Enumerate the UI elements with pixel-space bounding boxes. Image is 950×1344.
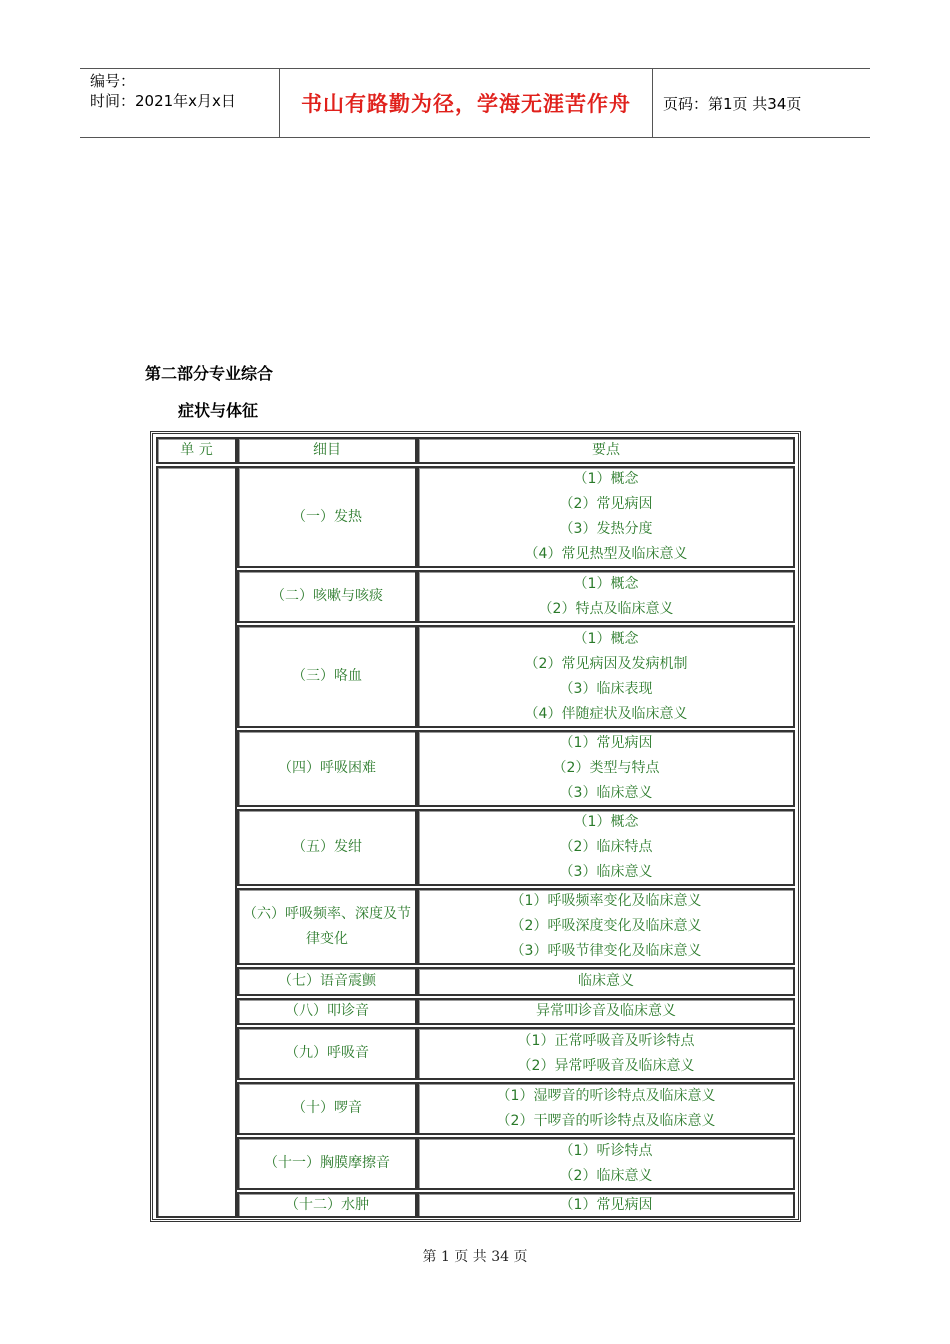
header-page-info: 页码：第1页 共34页 [663, 94, 802, 113]
table-row-item [237, 730, 417, 807]
header-item: 细目 [237, 437, 417, 464]
table-row-points [417, 1192, 795, 1218]
table-row-points [417, 1082, 795, 1135]
item-label: （五）发绀 [292, 839, 362, 855]
table-row-item [237, 888, 417, 965]
syllabus-table [150, 431, 801, 1222]
point-text: （2）常见病因及发病机制 [524, 655, 688, 672]
point-text: （2）特点及临床意义 [538, 600, 674, 617]
item-label: （十一）胸膜摩擦音 [264, 1155, 390, 1171]
point-text: （4）伴随症状及临床意义 [524, 705, 688, 722]
point-text: （2）呼吸深度变化及临床意义 [510, 918, 702, 934]
table-row-points [417, 1137, 795, 1190]
point-text: （2）类型与特点 [552, 760, 660, 776]
table-row-points [417, 967, 795, 996]
item-label: （三）咯血 [292, 668, 362, 684]
point-text: （1）听诊特点 [559, 1142, 653, 1159]
item-label: （八）叩诊音 [285, 1003, 369, 1019]
item-label: （一）发热 [292, 508, 362, 525]
point-text: （2）干啰音的听诊特点及临床意义 [496, 1112, 716, 1129]
point-text: （4）常见热型及临床意义 [524, 546, 688, 562]
point-text: （1）概念 [573, 814, 639, 830]
point-text: （3）呼吸节律变化及临床意义 [510, 943, 702, 959]
item-label: （四）呼吸困难 [278, 760, 376, 776]
item-label: （九）呼吸音 [285, 1045, 369, 1061]
point-text: （1）概念 [573, 471, 639, 487]
table-row-points [417, 570, 795, 623]
table-row-item [237, 1192, 417, 1218]
item-label: （二）咳嗽与咳痰 [271, 588, 383, 604]
page-header [80, 68, 870, 138]
item-label: （十）啰音 [292, 1100, 362, 1116]
page-footer: 第 1 页 共 34 页 [422, 1249, 528, 1265]
table-row-item [237, 466, 417, 568]
header-unit: 单 元 [156, 437, 237, 464]
point-text: （1）常见病因 [559, 1196, 653, 1213]
table-row-item [237, 1082, 417, 1135]
table-row-points [417, 730, 795, 807]
point-text: （3）发热分度 [559, 521, 653, 537]
point-text: （1）正常呼吸音及听诊特点 [517, 1032, 695, 1049]
table-row-item [237, 1137, 417, 1190]
subsection-title: 症状与体征 [178, 401, 259, 420]
point-text: （1）湿啰音的听诊特点及临床意义 [496, 1087, 716, 1104]
number-label: 编号： [90, 72, 136, 90]
table-row-item [237, 570, 417, 623]
table-row-points [417, 888, 795, 965]
table-row-points [417, 466, 795, 568]
table-row-item [237, 625, 417, 728]
point-text: （2）临床意义 [559, 1167, 653, 1184]
unit-cell [156, 466, 237, 1218]
point-text: （1）常见病因 [559, 735, 653, 751]
section-title: 第二部分专业综合 [145, 364, 274, 383]
point-text: （2）异常呼吸音及临床意义 [517, 1057, 695, 1074]
header-meta [80, 69, 280, 137]
table-row-item [237, 998, 417, 1025]
point-text: 异常叩诊音及临床意义 [536, 1003, 676, 1019]
item-label: （六）呼吸频率、深度及节律变化 [243, 905, 411, 947]
point-text: （2）常见病因 [559, 496, 653, 512]
point-text: （2）临床特点 [559, 839, 653, 855]
table-row-item [237, 1027, 417, 1080]
table-row-item [237, 809, 417, 886]
item-label: （十二）水肿 [285, 1196, 369, 1213]
point-text: （1）概念 [573, 575, 639, 592]
point-text: （1）呼吸频率变化及临床意义 [510, 893, 702, 909]
point-text: （3）临床表现 [559, 680, 653, 697]
table-row-points [417, 625, 795, 728]
point-text: （3）临床意义 [559, 785, 653, 801]
table-row-points [417, 809, 795, 886]
table-row-item [237, 967, 417, 996]
table-row-points [417, 998, 795, 1025]
time-label: 时间：2021年x月x日 [90, 92, 236, 110]
table-row-points [417, 1027, 795, 1080]
header-motto: 书山有路勤为径，学海无涯苦作舟 [280, 69, 653, 137]
point-text: （1）概念 [573, 630, 639, 647]
point-text: （3）临床意义 [559, 864, 653, 880]
header-points: 要点 [417, 437, 795, 464]
point-text: 临床意义 [578, 973, 634, 989]
item-label: （七）语音震颤 [278, 973, 376, 989]
